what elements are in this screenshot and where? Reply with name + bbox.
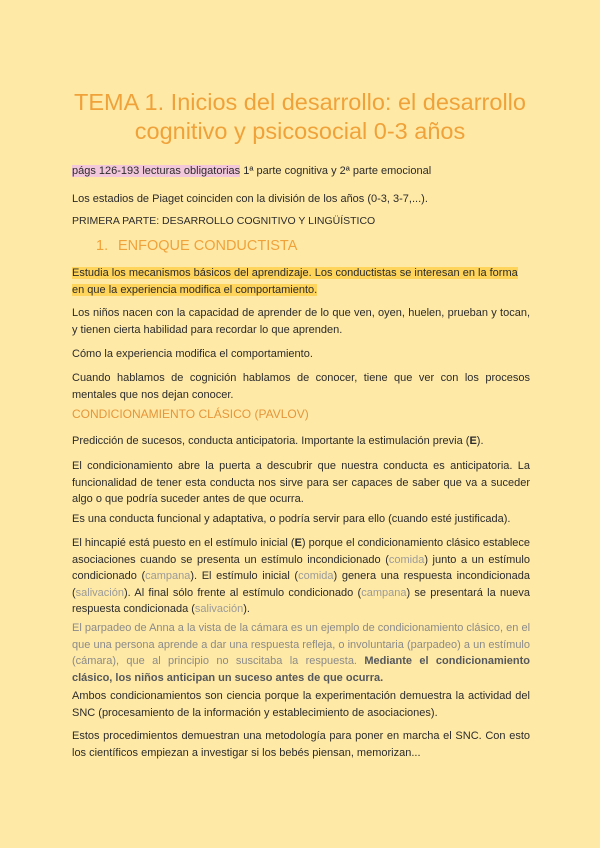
- funcional-paragraph: Es una conducta funcional y adaptativa, o podría servir para ello (cuando esté justificada).: [72, 513, 511, 525]
- hincapie-g: ). El estímulo inicial (: [190, 570, 299, 582]
- ambos-paragraph: Ambos condicionamientos son ciencia porque la experimentación demuestra la actividad del SNC (procesamiento de la información y establecimiento de asociaciones).: [72, 690, 530, 719]
- hincapie-c: ) porque el condicionamiento clásico establece asociaciones cuando se presenta un estímulo incondicionado (: [72, 537, 530, 566]
- hincapie-k: ). Al final sólo frente al estímulo condicionado (: [123, 586, 362, 599]
- prediccion-text: Predicción de sucesos, conducta anticipatoria. Importante la estimulación previa (: [72, 435, 470, 447]
- hincapie-o: ).: [243, 603, 250, 615]
- hincapie-a: El hincapié está puesto en el estímulo inicial (: [72, 537, 295, 549]
- piaget-paragraph: Los estadios de Piaget coinciden con la división de los años (0-3, 3-7,...).: [72, 193, 428, 205]
- condicionamiento-paragraph: El condicionamiento abre la puerta a descubrir que nuestra conducta es anticipatoria. La funcionalidad de tener esta conducta nos sirve para ser capaces de saber que va a suceder algo o que podría suceder antes de que ocurra.: [72, 460, 530, 505]
- section-number: 1.: [96, 238, 109, 254]
- hincapie-paragraph: [72, 535, 530, 618]
- anna-bold: Mediante el condicionamiento clásico, los niños anticipan un suceso antes de que ocurra.: [72, 655, 530, 684]
- prediccion-bold: E: [469, 435, 477, 447]
- hincapie-b: E: [294, 537, 302, 549]
- pages-highlight: págs 126-193 lecturas obligatorias: [72, 165, 241, 177]
- anna-paragraph: [72, 620, 530, 686]
- como-paragraph: Cómo la experiencia modifica el comportamiento.: [72, 348, 313, 360]
- subsection-heading: CONDICIONAMIENTO CLÁSICO (PAVLOV): [72, 407, 309, 421]
- cognicion-paragraph: Cuando hablamos de cognición hablamos de conocer, tiene que ver con los procesos mentales que nos dejan conocer.: [72, 372, 530, 401]
- hincapie-d: comida: [388, 553, 425, 566]
- hincapie-f: campana: [145, 570, 191, 582]
- hincapie-j: salivación: [75, 586, 124, 599]
- hincapie-l: campana: [361, 586, 407, 599]
- prediccion-end: ).: [476, 435, 484, 447]
- estudia-highlight: Estudia los mecanismos básicos del aprendizaje. Los conductistas se interesan en la forma en que la experiencia modifica el comportamiento.: [72, 267, 518, 296]
- part-heading: PRIMERA PARTE: DESARROLLO COGNITIVO Y LINGÜÍSTICO: [72, 215, 376, 227]
- prediccion-paragraph: [72, 433, 530, 450]
- intro-rest: 1ª parte cognitiva y 2ª parte emocional: [240, 165, 432, 177]
- hincapie-n: salivación: [194, 603, 244, 615]
- hincapie-h: comida: [298, 570, 334, 582]
- hincapie-m: ) se presentará la nueva respuesta condicionada (: [72, 586, 530, 615]
- intro-paragraph: [72, 163, 530, 180]
- hincapie-i: ) genera una respuesta incondicionada (: [72, 570, 530, 599]
- section-heading: ENFOQUE CONDUCTISTA: [118, 238, 298, 254]
- estudia-paragraph: [72, 265, 530, 298]
- anna-text: El parpadeo de Anna a la vista de la cámara es un ejemplo de condicionamiento clásico, en el que una persona aprende a dar una respuesta refleja, o involuntaria (parpadeo) a un estímulo (cámara), que al principio no suscitaba la respuesta.: [72, 622, 531, 667]
- hincapie-e: ) junto a un estímulo condicionado (: [72, 553, 530, 582]
- page-title: TEMA 1. Inicios del desarrollo: el desarrollo cognitivo y psicosocial 0-3 años: [74, 88, 526, 144]
- estos-paragraph: Estos procedimientos demuestran una metodología para poner en marcha el SNC. Con esto los científicos empiezan a investigar si los bebés piensan, memorizan...: [72, 730, 530, 759]
- ninos-paragraph: Los niños nacen con la capacidad de aprender de lo que ven, oyen, huelen, prueban y tocan, y tienen cierta habilidad para recordar lo que aprenden.: [72, 307, 530, 336]
